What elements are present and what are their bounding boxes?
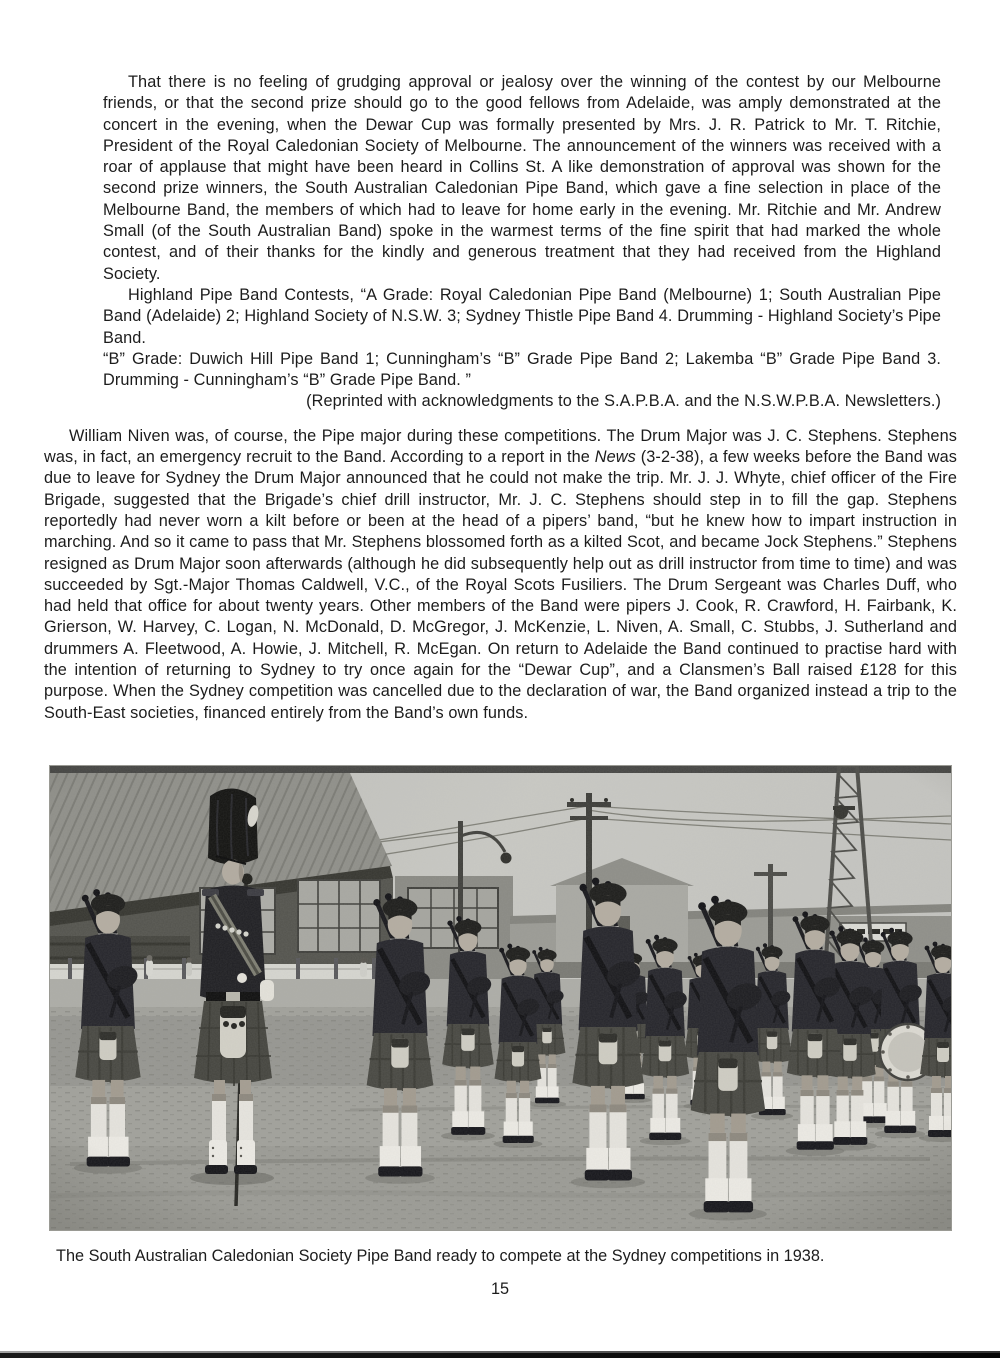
page-number: 15 <box>490 1279 510 1298</box>
paragraph-2b: “B” Grade: Duwich Hill Pipe Band 1; Cunningham’s “B” Grade Pipe Band 2; Lakemba “B” Grade Pipe Band 3. Drumming - Cunningham’s “B” Grade Pipe Band. ” <box>103 349 941 390</box>
paragraph-3-text: (3-2-38), a few weeks before the Band was due to leave for Sydney the Drum Major announced that he could not make the trip. Mr. J. J. Whyte, chief officer of the Fire Brigade, suggested that the Brigade’s chief drill instructor, Mr. J. C. Stephens should step in to fill the gap. Stephens reportedly had never worn a kilt before or been at the head of a pipers’ band, “but he knew how to impart instruction in marching. And so it came to pass that Mr. Stephens blossomed forth as a kilted Scot, and became Jock Stephens.” Stephens resigned as Drum Major soon afterwards (although he did subsequently help out as drill instructor from time to time) and was succeeded by Sgt.-Major Thomas Caldwell, V.C., of the Royal Scots Fusiliers. The Drum Sergeant was Charles Duff, who had held that office for about twenty years. Other members of the Band were pipers J. Cook, R. Crawford, H. Fairbank, K. Grierson, W. Harvey, C. Logan, N. McDonald, D. McGregor, J. McKenzie, L. Niven, A. Small, C. Stubbs, J. Sutherland and drummers A. Fleetwood, A. Howie, J. Mitchell, R. McEgan. On return to Adelaide the Band continued to practise hard with the intention of returning to Sydney to try once again for the “Dewar Cup”, and a Clansmen’s Ball raised £128 for this purpose. When the Sydney competition was cancelled due to the declaration of war, the Band organized instead a trip to the South-East societies, financed entirely from the Band’s own funds. <box>44 448 957 722</box>
reprint-credit: (Reprinted with acknowledgments to the S.A.P.B.A. and the N.S.W.P.B.A. Newsletters.) <box>306 392 941 411</box>
photo-caption: The South Australian Caledonian Society Pipe Band ready to compete at the Sydney competitions in 1938. <box>56 1246 825 1265</box>
scan-artifact-bar <box>0 1351 1000 1358</box>
band-photo-illustration <box>50 766 951 1230</box>
paragraph-3 <box>44 426 957 724</box>
italic-news-title: News <box>594 448 636 467</box>
paragraph-2: Highland Pipe Band Contests, “A Grade: Royal Caledonian Pipe Band (Melbourne) 1; South Australian Pipe Band (Adelaide) 2; Highland Society of N.S.W. 3; Sydney Thistle Pipe Band 4. Drumming - Highland Society’s Pipe Band. <box>103 285 941 347</box>
paragraph-3-text: William Niven was, of course, the Pipe major during these competitions. The Drum Major was J. C. Stephens. Stephens was, in fact, an emergency recruit to the Band. According to a report in the <box>44 426 957 467</box>
band-photo <box>50 766 951 1230</box>
paragraph-1: That there is no feeling of grudging approval or jealosy over the winning of the contest by our Melbourne friends, or that the second prize should go to the good fellows from Adelaide, was amply demonstrated at the concert in the evening, when the Dewar Cup was formally presented by Mrs. J. R. Patrick to Mr. T. Ritchie, President of the Royal Caledonian Society of Melbourne. The announcement of the winners was received with a roar of applause that might have been heard in Collins St. A like demonstration of approval was shown for the second prize winners, the South Australian Caledonian Pipe Band, which gave a fine selection in place of the Melbourne Band, the members of which had to leave for home early in the evening. Mr. Ritchie and Mr. Andrew Small (of the South Australian Band) spoke in the warmest terms of the fine spirit that had marked the whole contest, and of their thanks for the kindly and generous treatment that they had received from the Highland Society. <box>103 73 941 283</box>
